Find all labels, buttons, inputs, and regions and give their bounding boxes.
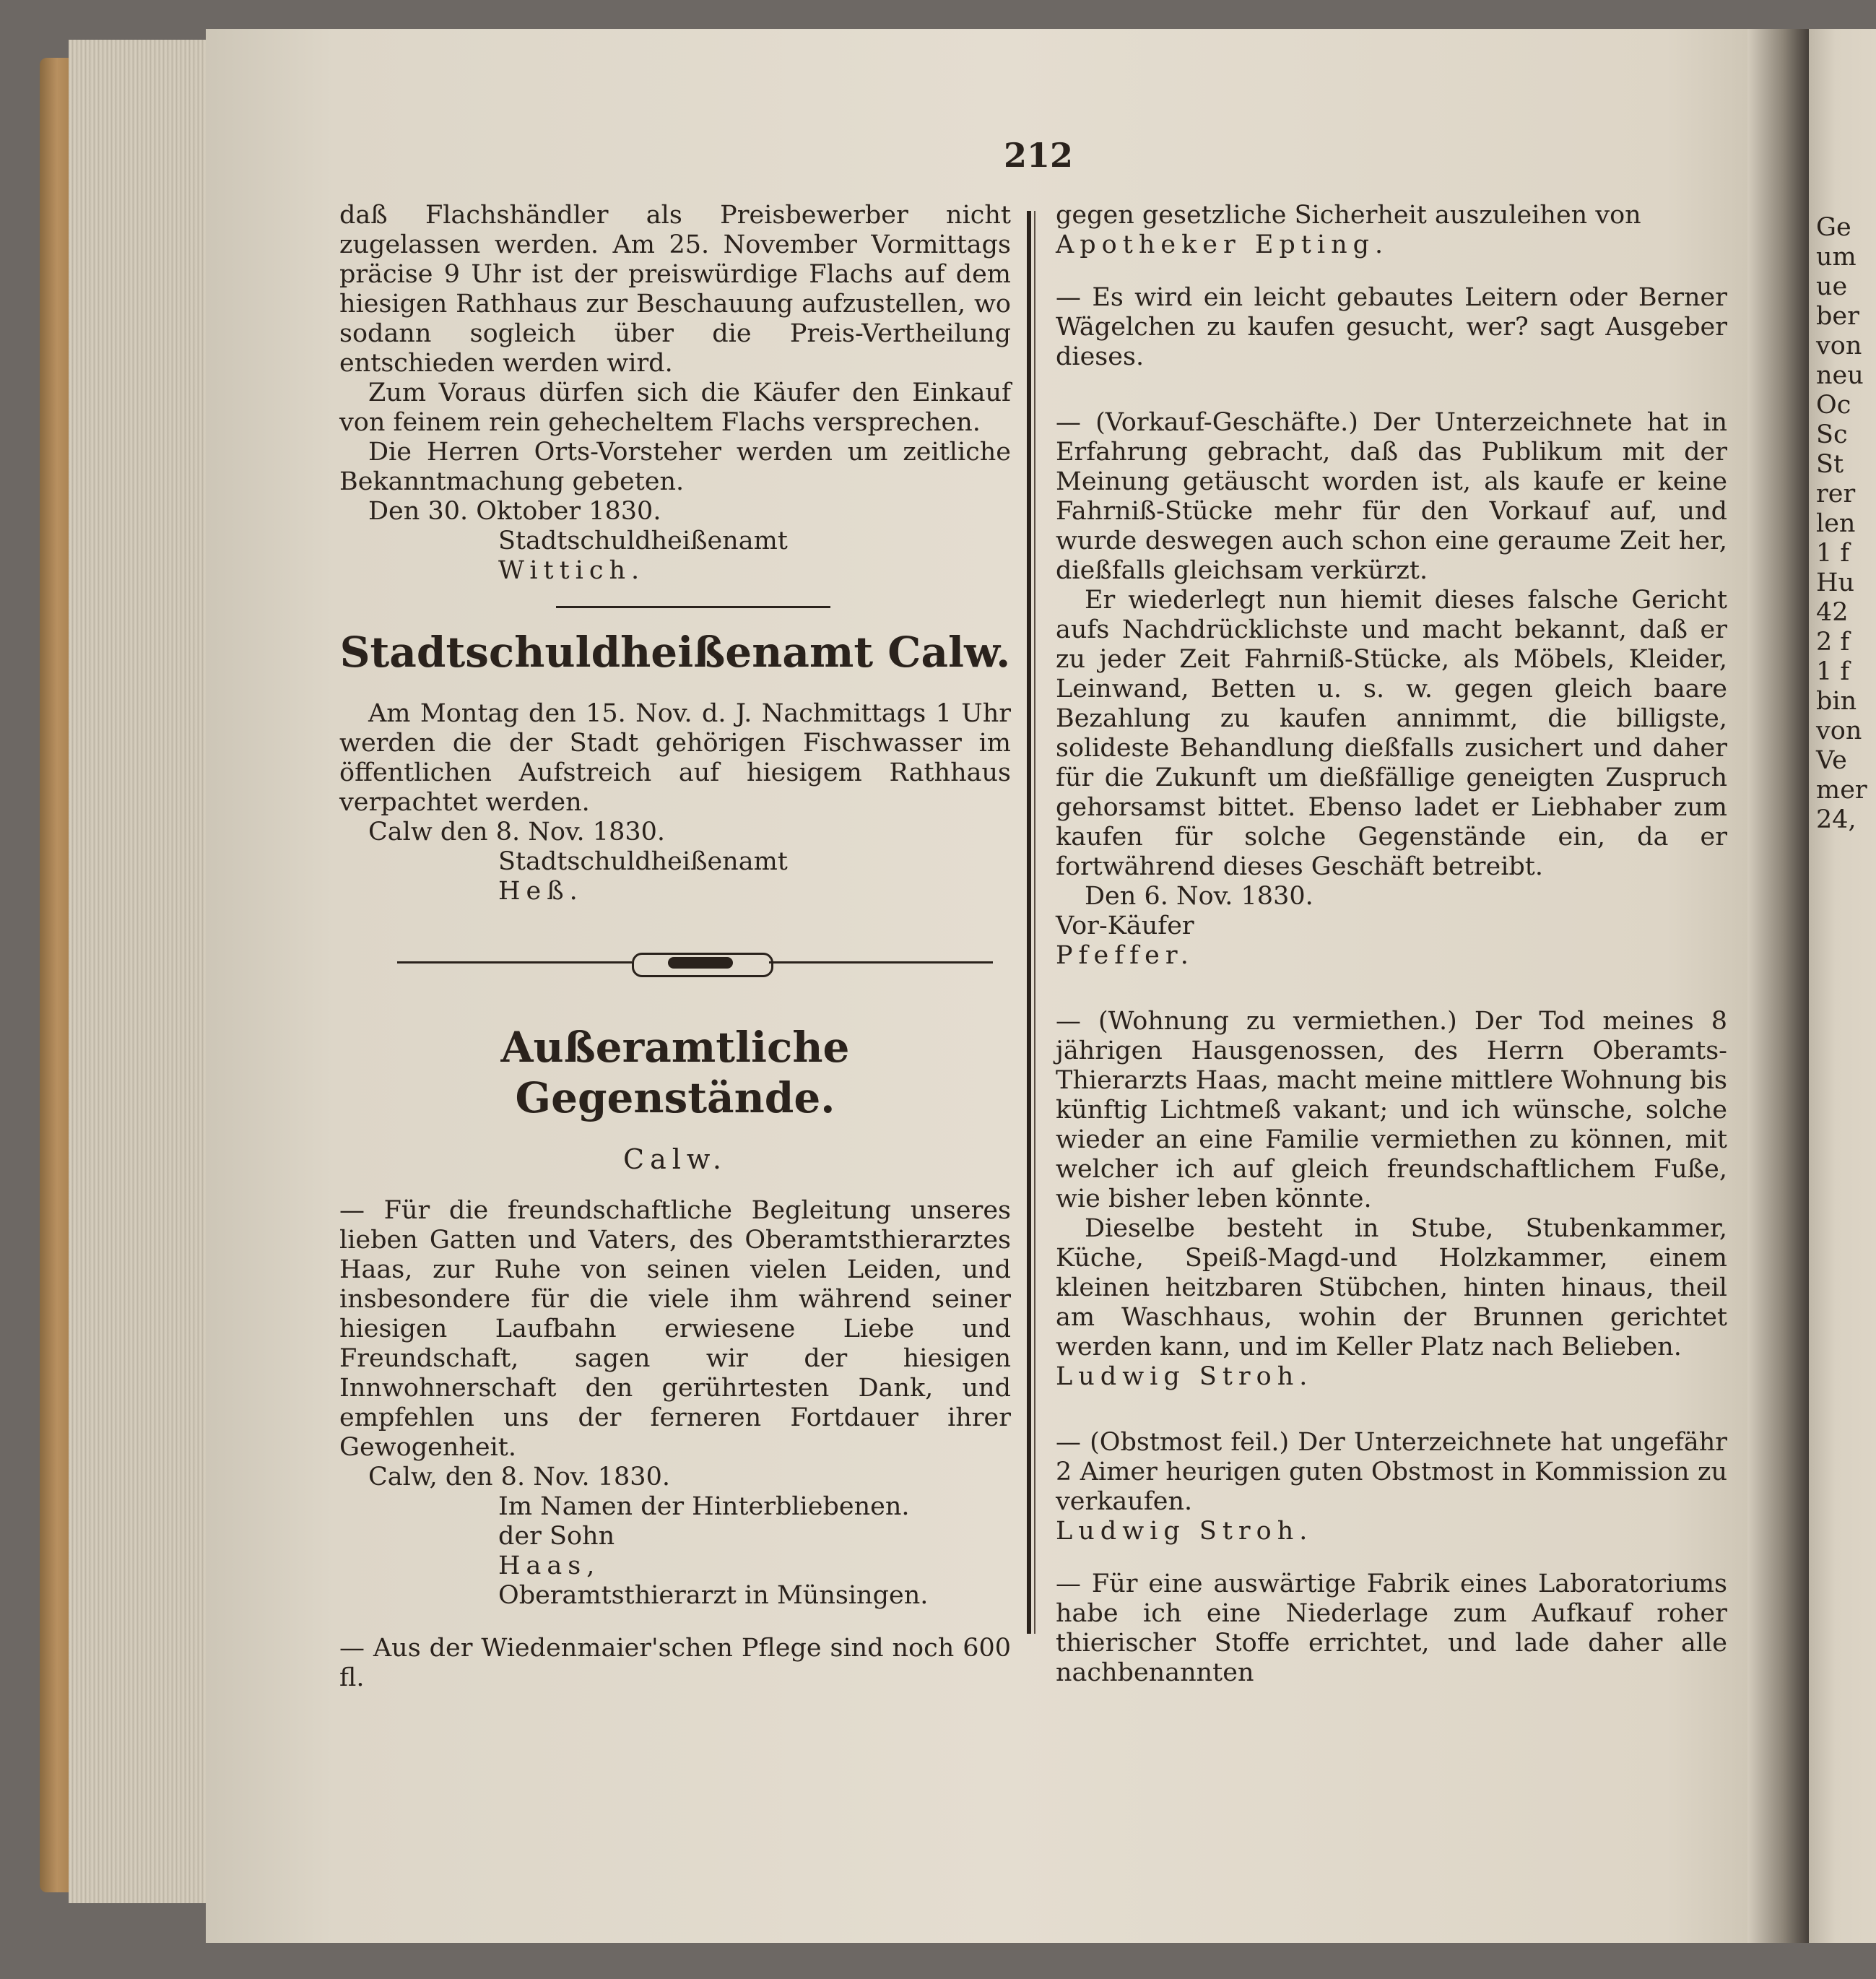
notice-danksagung	[339, 1196, 1011, 1611]
fragment-line: 1 f	[1816, 539, 1850, 568]
divider-ornament-center	[668, 957, 733, 969]
signature-name: Ludwig Stroh.	[1056, 1517, 1313, 1546]
notice-fischwasser	[339, 699, 1011, 906]
signature-line: der Sohn	[498, 1522, 615, 1551]
text-line: — (Obstmost feil.) Der Unterzeichnete hat ungefähr 2 Aimer heurigen guten Obstmost in Kommission zu verkaufen.	[1056, 1428, 1727, 1516]
signature-name: Pfeffer.	[1056, 941, 1194, 970]
spacer	[1056, 260, 1727, 283]
text-line: — (Wohnung zu vermiethen.) Der Tod meines 8 jährigen Hausgenossen, des Herrn Oberamts-Thierarzts Haas, macht meine mittlere Wohnung bis künftig Lichtmeß vakant; und ich wünsche, solche wieder an eine Familie vermiethen zu können, mit welcher ich auf gleich freundschaftlichem Fuße, wie bisher leben könnte.	[1056, 1007, 1727, 1213]
signature-line: Oberamtsthierarzt in Münsingen.	[498, 1581, 929, 1610]
spacer	[1056, 1546, 1727, 1569]
page-number: 212	[1004, 136, 1074, 175]
right-column	[1056, 201, 1727, 1688]
fragment-line: ue	[1816, 272, 1848, 301]
fragment-line: Oc	[1816, 391, 1851, 420]
fragment-line: 24,	[1816, 805, 1857, 834]
notice-wohnung	[1056, 1007, 1727, 1392]
left-column	[339, 201, 1011, 1693]
fragment-line: von	[1816, 332, 1862, 360]
divider-line-left	[397, 961, 632, 963]
column-rule-thin	[1034, 211, 1035, 1634]
text-line: — Aus der Wiedenmaier'schen Pflege sind noch 600 fl.	[339, 1634, 1011, 1692]
spacer	[1056, 1392, 1727, 1428]
section-heading: Stadtschuldheißenamt Calw.	[339, 628, 1011, 677]
text-line: — (Vorkauf-Geschäfte.) Der Unterzeichnete hat in Erfahrung gebracht, daß das Publikum mit der Meinung getäuscht worden ist, als kaufe er keine Fahrniß-Stücke mehr für den Vorkauf auf, und wurde deswegen auch schon eine geraume Zeit her, dießfalls gleichsam verkürzt.	[1056, 408, 1727, 585]
signature-office: Stadtschuldheißenamt	[498, 527, 788, 555]
signature-name: Haas,	[498, 1551, 601, 1580]
signature-line: Im Namen der Hinterbliebenen.	[498, 1492, 910, 1521]
date-line: Calw den 8. Nov. 1830.	[368, 818, 665, 846]
signature-line: Vor-Käufer	[1056, 911, 1194, 940]
signature-office: Stadtschuldheißenamt	[498, 847, 788, 876]
notice-vorkauf	[1056, 408, 1727, 971]
place-heading: Calw.	[623, 1143, 727, 1175]
fragment-line: neu	[1816, 361, 1864, 390]
divider-line-right	[769, 961, 993, 963]
page-edges	[69, 40, 206, 1903]
spacer	[1056, 372, 1727, 408]
signature-name: Wittich.	[498, 556, 646, 585]
fragment-line: St	[1816, 450, 1844, 479]
fragment-line: bin	[1816, 687, 1857, 716]
fragment-line: 2 f	[1816, 628, 1850, 657]
fragment-line: Ve	[1816, 746, 1847, 775]
text-line: Dieselbe besteht in Stube, Stubenkammer, Küche, Speiß-Magd-und Holzkammer, einem kleinen heitzbaren Stübchen, hinten hinaus, theil am Waschhaus, wohin der Brunnen gerichtet werden kann, und im Keller Platz nach Belieben.	[1056, 1214, 1727, 1361]
notice-flachs	[339, 201, 1011, 586]
date-line: Den 6. Nov. 1830.	[1085, 882, 1313, 911]
fragment-line: Hu	[1816, 568, 1855, 597]
fragment-line: von	[1816, 716, 1862, 745]
text-line: Er wiederlegt nun hiemit dieses falsche Gericht aufs Nachdrücklichste und macht bekannt, daß er zu jeder Zeit Fahrniß-Stücke, als Möbels, Kleider, Leinwand, Betten u. s. w. gegen gleich baare Bezahlung zu kaufen annimmt, die billigste, solideste Behandlung dießfalls zusichert und daher für die Zukunft um dießfällige geneigten Zuspruch gehorsamst bittet. Ebenso ladet er Liebhaber zum kaufen für solche Gegenstände ein, da er fortwährend dieses Geschäft betreibt.	[1056, 586, 1727, 881]
date-line: Calw, den 8. Nov. 1830.	[368, 1463, 670, 1491]
spacer	[339, 1611, 1011, 1634]
text-line: — Für die freundschaftliche Begleitung unseres lieben Gatten und Vaters, des Oberamtsthierarztes Haas, zur Ruhe von seinen vielen Leiden, und insbesondere für die viele ihm während seiner hiesigen Laufbahn erwiesene Liebe und Freundschaft, sagen wir der hiesigen Innwohnerschaft den gerührtesten Dank, und empfehlen uns der ferneren Fortdauer ihrer Gewogenheit.	[339, 1196, 1011, 1462]
fragment-line: len	[1816, 509, 1856, 538]
fragment-line: 42	[1816, 598, 1849, 627]
fragment-line: Ge	[1816, 213, 1851, 242]
column-rule	[1027, 211, 1031, 1634]
fragment-line: mer	[1816, 776, 1867, 805]
text-line: daß Flachshändler als Preisbewerber nicht zugelassen werden. Am 25. November Vormittags präcise 9 Uhr ist der preiswürdige Flachs auf dem hiesigen Rathhaus zur Beschauung aufzustellen, wo sodann sogleich über die Preis-Vertheilung entschieden werden wird.	[339, 201, 1011, 378]
text-line: Die Herren Orts-Vorsteher werden um zeitliche Bekanntmachung gebeten.	[339, 438, 1011, 496]
signature-name: Heß.	[498, 877, 583, 906]
fragment-line: ber	[1816, 302, 1859, 331]
facing-page-fragment	[1816, 213, 1867, 835]
notice-obstmost	[1056, 1428, 1727, 1546]
fragment-line: 1 f	[1816, 657, 1850, 686]
signature-name: Ludwig Stroh.	[1056, 1362, 1313, 1391]
fragment-line: rer	[1816, 480, 1856, 508]
fragment-line: um	[1816, 243, 1857, 272]
section-heading: Außeramtliche Gegenstände.	[500, 1023, 850, 1122]
spacer	[1056, 971, 1727, 1007]
ornamental-divider	[339, 948, 1011, 977]
text-line: gegen gesetzliche Sicherheit auszuleihen von	[1056, 201, 1641, 230]
text-line: — Es wird ein leicht gebautes Leitern oder Berner Wägelchen zu kaufen gesucht, wer? sagt Ausgeber dieses.	[1056, 283, 1727, 371]
signature-name: Apotheker Epting.	[1056, 230, 1389, 259]
text-line: Zum Voraus dürfen sich die Käufer den Einkauf von feinem rein gehecheltem Flachs versprechen.	[339, 378, 1011, 437]
page-gutter	[1747, 29, 1812, 1943]
date-line: Den 30. Oktober 1830.	[368, 497, 661, 526]
fragment-line: Sc	[1816, 420, 1848, 449]
text-line: — Für eine auswärtige Fabrik eines Laboratoriums habe ich eine Niederlage zum Aufkauf roher thierischer Stoffe errichtet, und lade daher alle nachbenannten	[1056, 1569, 1727, 1687]
text-line: Am Montag den 15. Nov. d. J. Nachmittags 1 Uhr werden die der Stadt gehörigen Fischwasser im öffentlichen Aufstreich auf hiesigem Rathhaus verpachtet werden.	[339, 699, 1011, 817]
section-rule	[556, 606, 830, 608]
